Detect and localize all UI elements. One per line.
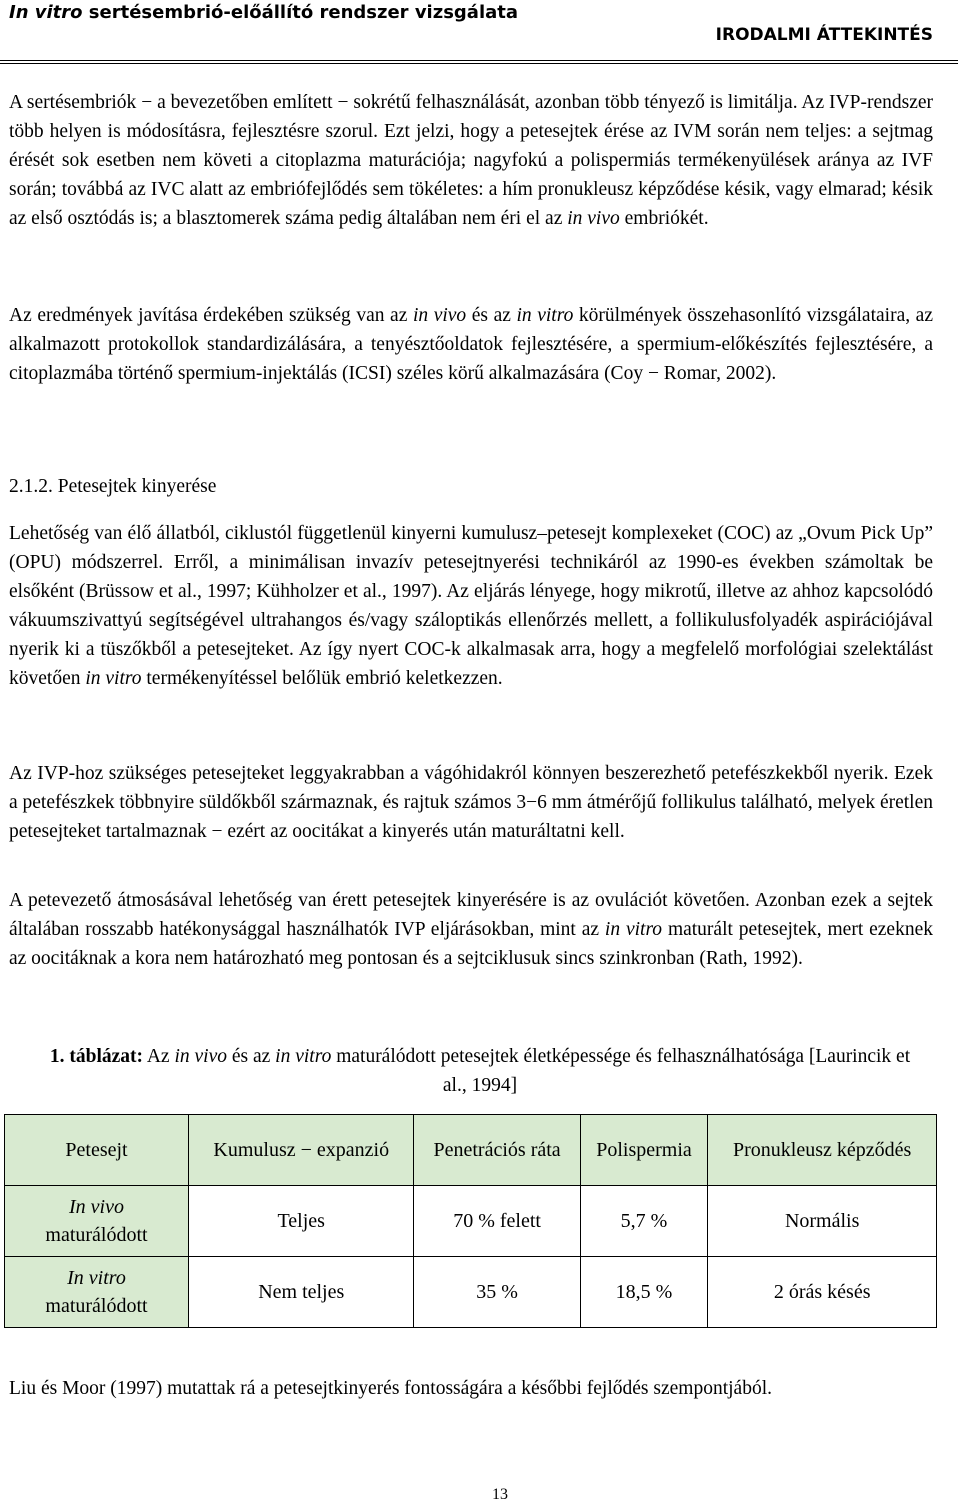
paragraph-limitations: A sertésembriók − a bevezetőben említett − sokrétű felhasználását, azonban több tényező is limitálja. Az IVP-rendszer több helyen is módosításra, fejlesztésre szorul. Ezt jelzi, hogy a petesejtek érése az IVM során nem teljes: a sejtmag érését sok esetben nem követi a citoplazma maturációja; nagyfokú a polispermiás termékenyülések aránya az IVF során; továbbá az IVC alatt az embriófejlődés sem tökéletes: a hím pronukleusz képződése késik, vagy elmarad; késik az első osztódás is; a blasztomerek száma pedig általában nem éri el az in vivo embriókét. (9, 92, 933, 229)
table-row (5, 1257, 937, 1328)
comparison-table (4, 1114, 937, 1328)
page-header (0, 0, 960, 62)
paragraph-slaughterhouse: Az IVP-hoz szükséges petesejteket leggyakrabban a vágóhidakról könnyen beszerezhető petefészkekből nyerik. Ezek a petefészkek többnyire süldőkből származnak, és rajtuk számos 3−6 mm átmérőjű follikulus található, melyek éretlen petesejteket tartalmaznak − ezért az oocitákat a kinyerés után maturáltatni kell. (9, 763, 933, 842)
table-cell: 70 % felett (414, 1186, 580, 1257)
paragraph-oviduct: A petevezető átmosásával lehetőség van érett petesejtek kinyerésére is az ovulációt követően. Azonban ezek a sejtek általában rosszabb hatékonysággal használhatók IVP eljárásokban, mint az in vitro maturált petesejtek, mert ezeknek az oocitáknak a kora nem határozható meg pontosan és a sejtciklusuk sincs szinkronban (Rath, 1992). (9, 890, 933, 969)
running-title (9, 2, 518, 23)
table-caption: 1. táblázat: Az in vivo és az in vitro maturálódott petesejtek életképessége és felhasználhatósága [Laurincik et al., 1994] (49, 1046, 911, 1096)
header-rule (0, 60, 958, 64)
table-header-cell: Kumulusz − expanzió (189, 1115, 414, 1186)
table-cell: 5,7 % (580, 1186, 708, 1257)
table-row (5, 1186, 937, 1257)
table-header-cell: Petesejt (5, 1115, 189, 1186)
table-header-cell: Penetrációs ráta (414, 1115, 580, 1186)
table-cell: 18,5 % (580, 1257, 708, 1328)
table-cell: 2 órás késés (708, 1257, 937, 1328)
page-number: 13 (492, 1486, 508, 1503)
table-cell: Teljes (189, 1186, 414, 1257)
table-cell: Normális (708, 1186, 937, 1257)
table-header-row (5, 1115, 937, 1186)
table-cell: 35 % (414, 1257, 580, 1328)
paragraph-improvements: Az eredmények javítása érdekében szükség van az in vivo és az in vitro körülmények összehasonlító vizsgálataira, az alkalmazott protokollok standardizálására, a tenyésztőoldatok fejlesztésére, a spermium-előkészítés fejlesztésére, a citoplazmába történő spermium-injektálás (ICSI) széles körű alkalmazására (Coy − Romar, 2002). (9, 305, 933, 384)
table-header-cell: Pronukleusz képződés (708, 1115, 937, 1186)
paragraph-opu: Lehetőség van élő állatból, ciklustól függetlenül kinyerni kumulusz–petesejt komplexeket (COC) az „Ovum Pick Up” (OPU) módszerrel. Erről, a minimálisan invazív petesejtnyerési technikáról az 1990-es években számoltak be elsőként (Brüssow et al., 1997; Kühholzer et al., 1997). Az eljárás lényege, hogy mikrotű, illetve az ahhoz kapcsolódó vákuumszivattyú segítségével ultrahangos és/vagy száloptikás ellenőrzés mellett, a follikulusfolyadék aspirációjával nyerik ki a tüszőkből a petesejteket. Az így nyert COC-k alkalmasak arra, hogy a megfelelő morfológiai szelektálást követően in vitro termékenyítéssel belőlük embrió keletkezzen. (9, 523, 933, 689)
section-heading: 2.1.2. Petesejtek kinyerése (9, 476, 217, 497)
table-row-label: In vivo maturálódott (5, 1186, 189, 1257)
running-title-text: sertésembrió-előállító rendszer vizsgálata (82, 2, 519, 23)
table-cell: Nem teljes (189, 1257, 414, 1328)
section-label: IRODALMI ÁTTEKINTÉS (715, 25, 933, 45)
table-row-label: In vitro maturálódott (5, 1257, 189, 1328)
paragraph-liu-moor: Liu és Moor (1997) mutattak rá a petesejtkinyerés fontosságára a későbbi fejlődés szempontjából. (9, 1378, 772, 1399)
table-header-cell: Polispermia (580, 1115, 708, 1186)
running-title-italic: In vitro (9, 2, 83, 23)
